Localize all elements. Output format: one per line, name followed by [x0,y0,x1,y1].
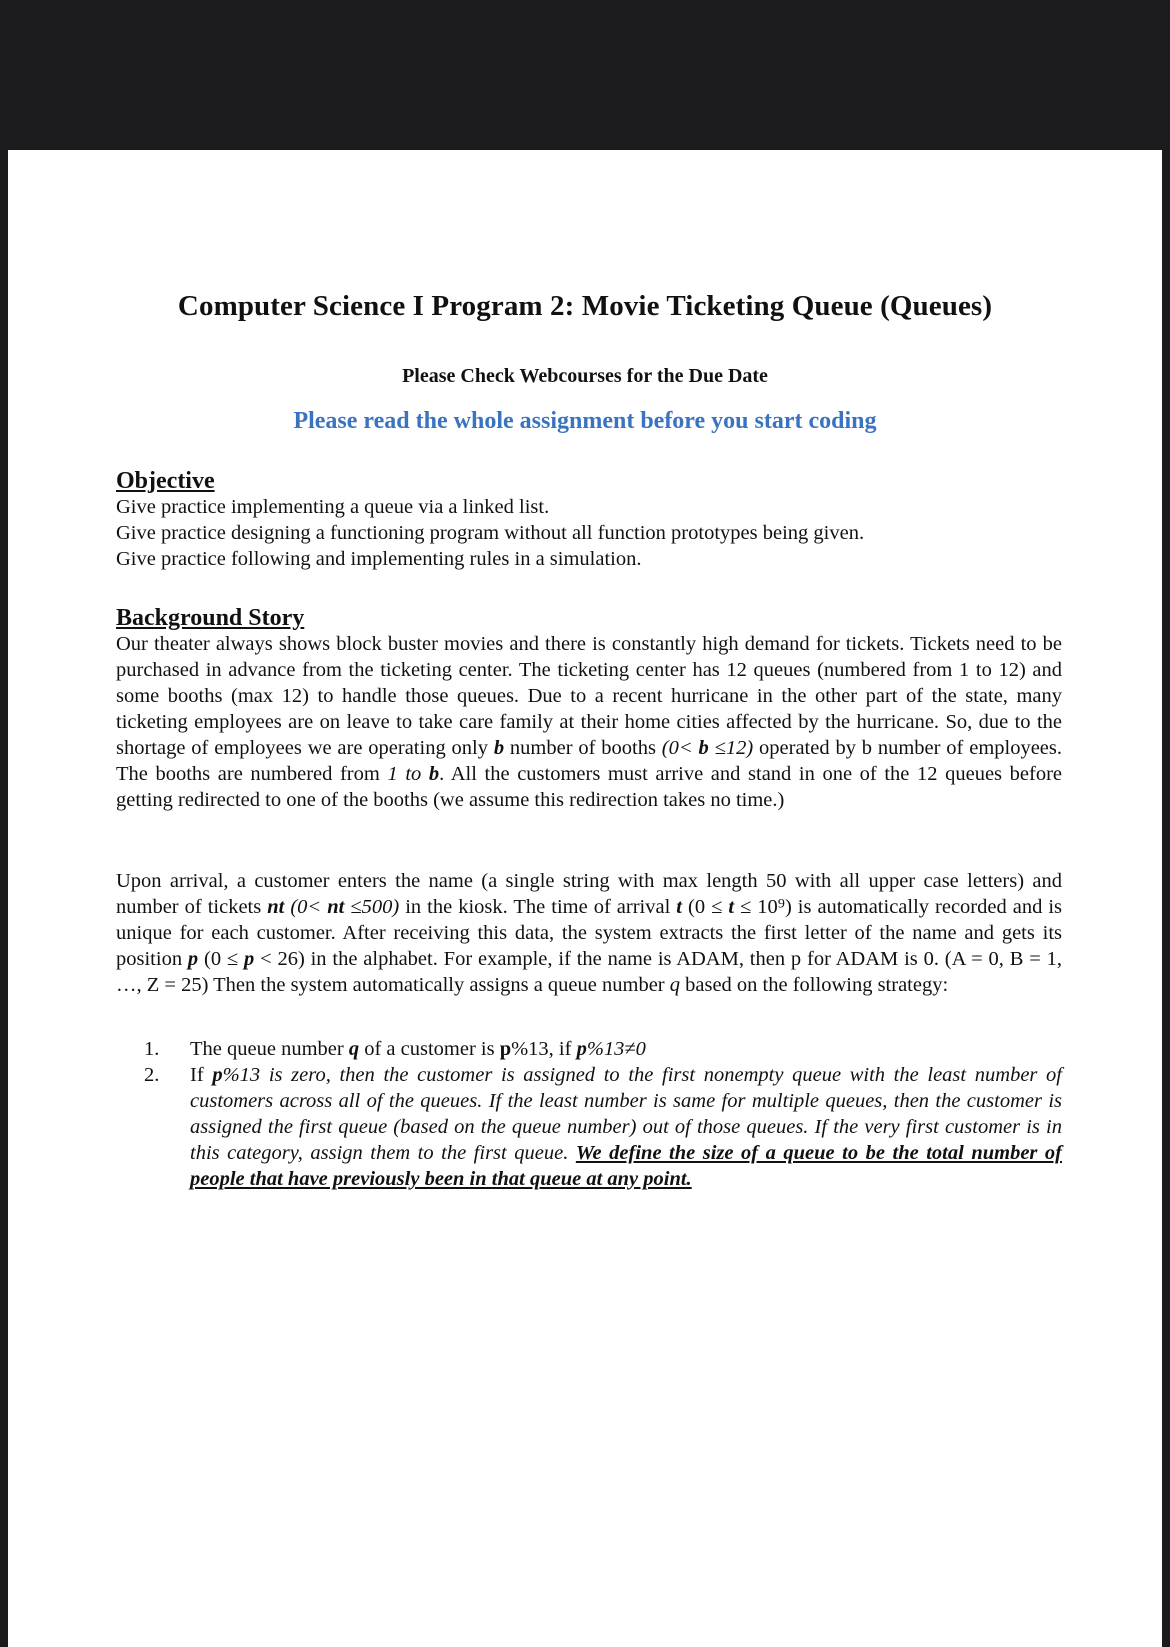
background-paragraph-2: Upon arrival, a customer enters the name (a single string with max length 50 with all upper case letters) and number of tickets nt (0< nt ≤500) in the kiosk. The time of arrival t (0 ≤ t ≤ 10⁹) is automatically recorded and is unique for each customer. After receiving this data, the system extracts the first letter of the name and gets its position p (0 ≤ p < 26) in the alphabet. For example, if the name is ADAM, then p for ADAM is 0. (A = 0, B = 1, …, Z = 25) Then the system automatically assigns a queue number q based on the following strategy: [116,870,1063,996]
list-number: 2. [144,1064,160,1086]
read-assignment-note: Please read the whole assignment before you start coding [293,408,877,434]
list-item: 2. If p%13 is zero, then the customer is assigned to the first nonempty queue with the least number of customers across all of the queues. If the least number is same for multiple queues, then the customer is assigned the first queue (based on the queue number) out of those queues. If the very first customer is in this category, assign them to the first queue. We define the size of a queue to be the total number of people that have previously been in that queue at any point. [144,1064,1063,1190]
objective-section [116,468,1062,572]
objective-heading: Objective [116,468,215,494]
background-story-section [116,605,1062,813]
queue-rules-list [144,1036,1062,1192]
due-date-note: Please Check Webcourses for the Due Date [402,365,768,387]
arrival-section [116,868,1062,998]
objective-line: Give practice designing a functioning program without all function prototypes being given. [116,522,865,544]
list-number: 1. [144,1038,160,1060]
background-story-heading: Background Story [116,605,305,631]
background-paragraph-1: Our theater always shows block buster movies and there is constantly high demand for tickets. Tickets need to be purchased in advance from the ticketing center. The ticketing center has 12 queues (numbered from 1 to 12) and some booths (max 12) to handle those queues. Due to a recent hurricane in the other part of the state, many ticketing employees are on leave to take care family at their home cities affected by the hurricane. So, due to the shortage of employees we are operating only b number of booths (0< b ≤12) operated by b number of employees. The booths are numbered from 1 to b. All the customers must arrive and stand in one of the 12 queues before getting redirected to one of the booths (we assume this redirection takes no time.) [116,633,1063,811]
document-page [8,150,1162,1647]
page-title: Computer Science I Program 2: Movie Ticketing Queue (Queues) [177,290,993,322]
objective-line: Give practice implementing a queue via a linked list. [116,496,550,518]
list-item: 1. The queue number q of a customer is p%13, if p%13≠0 [144,1038,646,1060]
objective-line: Give practice following and implementing rules in a simulation. [116,548,642,570]
queue-size-definition: We define the size of a queue to be the total number of people that have previously been in that queue at any point. [190,1142,1062,1190]
